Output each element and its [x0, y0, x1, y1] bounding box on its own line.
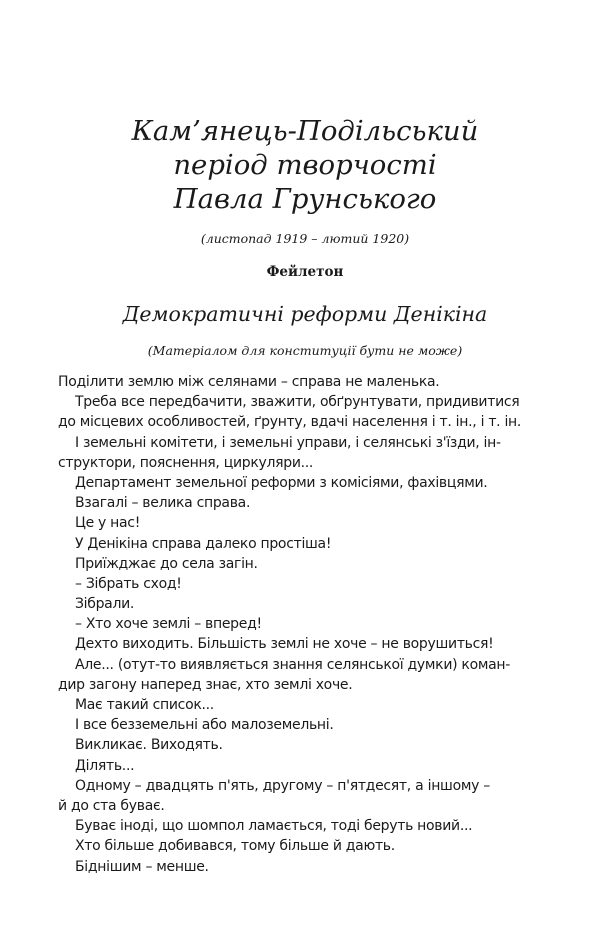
- article-title: Демократичні реформи Денікіна: [122, 302, 488, 326]
- text-line: Зібрали.: [75, 596, 135, 613]
- text-line: Хто більше добивався, тому більше й дають.: [75, 838, 395, 855]
- text-line: Департамент земельної реформи з комісіями, фахівцями.: [75, 474, 488, 491]
- genre-heading: Фейлетон: [266, 264, 344, 280]
- text-line: Поділити землю між селянами – справа не маленька.: [58, 374, 440, 390]
- chapter-title-line: Павла Грунського: [173, 183, 437, 215]
- text-line: Має такий список...: [75, 697, 214, 713]
- epigraph: (Матеріалом для конституції бути не може): [147, 343, 463, 358]
- text-line: І все безземельні або малоземельні.: [75, 717, 334, 734]
- chapter-title-line: період творчості: [173, 149, 437, 181]
- text-line: – Зібрать сход!: [75, 575, 182, 592]
- chapter-title-line: Кам’янець-Подільський: [131, 115, 479, 147]
- text-line: Дехто виходить. Більшість землі не хоче – не ворушиться!: [75, 636, 494, 653]
- text-line: Це у нас!: [75, 515, 141, 532]
- text-line: до місцевих особливостей, ґрунту, вдачі населення і т. ін., і т. ін.: [58, 414, 522, 431]
- chapter-title: [60, 114, 550, 216]
- text-line: Ділять...: [75, 757, 135, 774]
- article-body: [58, 372, 522, 877]
- text-line: У Денікіна справа далеко простіша!: [75, 535, 332, 552]
- text-line: структори, пояснення, циркуляри...: [58, 454, 314, 471]
- chapter-dates: (листопад 1919 – лютий 1920): [200, 231, 410, 246]
- text-line: Біднішим – менше.: [75, 858, 209, 875]
- text-line: І земельні комітети, і земельні управи, і селянські з'їзди, ін-: [75, 434, 501, 451]
- text-line: Одному – двадцять п'ять, другому – п'ятдесят, а іншому –: [75, 777, 490, 794]
- text-line: й до ста буває.: [58, 797, 165, 814]
- text-line: Але... (отут-то виявляється знання селянської думки) коман-: [75, 656, 510, 673]
- text-line: Буває іноді, що шомпол ламається, тоді беруть новий...: [75, 818, 473, 835]
- text-line: Приїжджає до села загін.: [75, 555, 258, 572]
- text-line: Треба все передбачити, зважити, обґрунтувати, придивитися: [75, 394, 520, 411]
- text-line: Взагалі – велика справа.: [75, 495, 251, 512]
- text-line: дир загону наперед знає, хто землі хоче.: [58, 676, 353, 693]
- text-line: Викликає. Виходять.: [75, 737, 223, 754]
- text-line: – Хто хоче землі – вперед!: [75, 616, 262, 633]
